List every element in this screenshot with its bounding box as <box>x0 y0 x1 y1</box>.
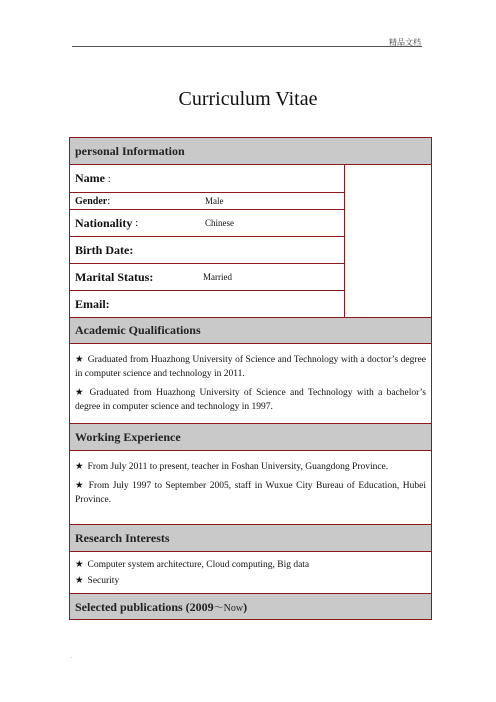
star-bullet-icon: ★ <box>75 481 85 491</box>
publications-title-main: Selected publications (2009 <box>75 599 214 614</box>
section-research-title: Research Interests <box>75 530 170 545</box>
gender-label: Gender <box>75 195 108 207</box>
research-content <box>70 552 431 594</box>
birth-date-row <box>70 237 345 264</box>
nationality-row <box>70 210 345 237</box>
star-bullet-icon: ★ <box>75 576 84 586</box>
list-item <box>75 558 426 572</box>
list-item <box>75 353 426 381</box>
name-label: Name <box>75 171 105 185</box>
star-bullet-icon: ★ <box>75 355 84 365</box>
list-item <box>75 460 426 474</box>
cv-table <box>69 137 432 620</box>
name-row <box>70 165 345 193</box>
section-academic-qualifications <box>70 317 431 344</box>
star-bullet-icon: ★ <box>75 388 86 398</box>
gender-colon: : <box>107 195 111 207</box>
marital-status-label: Marital Status: <box>75 269 154 284</box>
section-working-title: Working Experience <box>75 429 181 444</box>
section-personal-title: personal Information <box>75 143 185 158</box>
name-colon: : <box>105 172 111 185</box>
marital-status-value: Married <box>203 272 232 282</box>
gender-row <box>70 193 345 210</box>
header-tag: 精品文档 <box>389 38 421 47</box>
list-item-text: From July 1997 to September 2005, staff in Wuxue City Bureau of Education, Hubei Province. <box>75 481 426 505</box>
list-item-text: Security <box>87 576 120 586</box>
academic-content <box>70 344 431 424</box>
nationality-label: Nationality <box>75 215 133 230</box>
email-label: Email: <box>75 296 110 311</box>
publications-title-end: ) <box>243 599 248 614</box>
list-item <box>75 386 426 414</box>
list-item-text: Graduated from Huazhong University of Science and Technology with a bachelor’s degree in computer science and technology in 1997. <box>75 388 426 412</box>
section-working-experience <box>70 424 431 451</box>
page-title: Curriculum Vitae <box>178 88 318 110</box>
marital-status-row <box>70 264 345 291</box>
photo-cell <box>345 165 431 317</box>
footer-mark: . <box>71 654 73 660</box>
list-item <box>75 574 426 588</box>
section-publications-title <box>75 599 247 615</box>
publications-title-range: ～Now <box>213 602 244 614</box>
star-bullet-icon: ★ <box>75 462 84 472</box>
section-personal-information <box>70 138 431 165</box>
nationality-value: Chinese <box>205 218 234 228</box>
working-content <box>70 451 431 525</box>
birth-date-label: Birth Date: <box>75 242 134 257</box>
list-item <box>75 479 426 507</box>
star-bullet-icon: ★ <box>75 560 84 570</box>
section-selected-publications <box>70 594 431 619</box>
email-row <box>70 291 345 317</box>
gender-value: Male <box>205 196 224 206</box>
list-item-text: Computer system architecture, Cloud computing, Big data <box>87 560 310 570</box>
list-item-text: Graduated from Huazhong University of Science and Technology with a doctor’s degree in computer science and technology in 2011. <box>75 355 426 379</box>
section-research-interests <box>70 525 431 552</box>
list-item-text: From July 2011 to present, teacher in Foshan University, Guangdong Province. <box>87 462 389 472</box>
section-academic-title: Academic Qualifications <box>75 323 201 337</box>
header-rule <box>72 46 422 47</box>
nationality-colon: : <box>132 217 139 229</box>
